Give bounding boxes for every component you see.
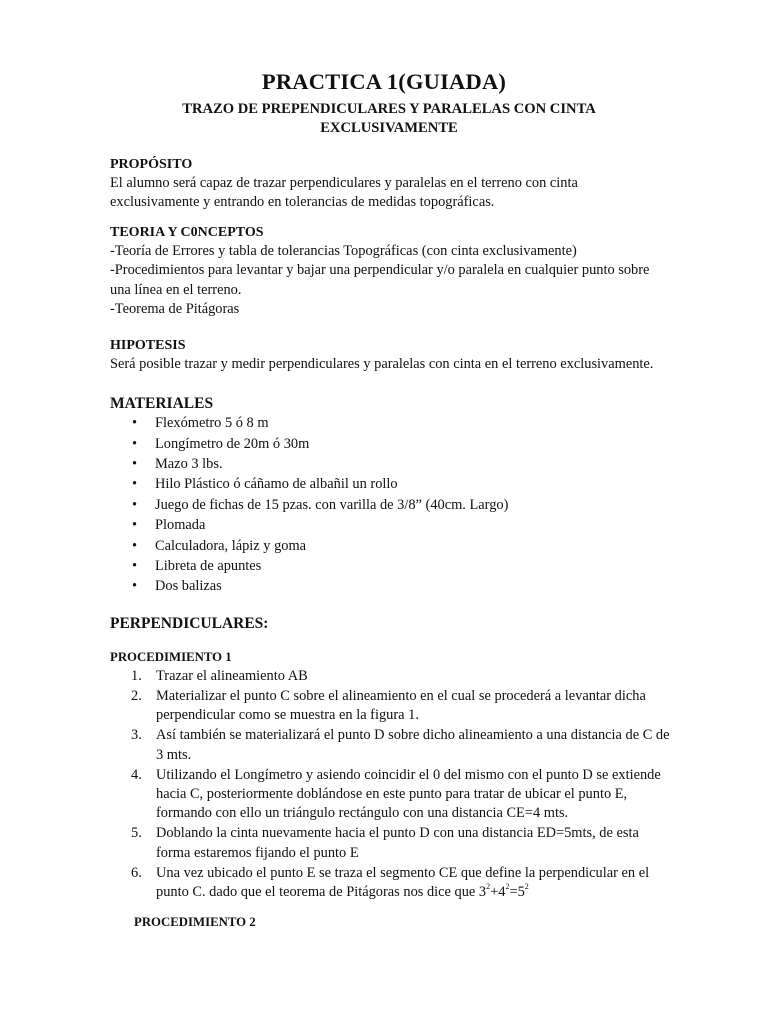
step-text: Una vez ubicado el punto E se traza el segmento CE que define la perpendicular en el punto C. dado que el teorema de Pitágoras nos dice que	[156, 864, 650, 900]
section-materiales	[110, 394, 670, 597]
list-item-text: Flexómetro 5 ó 8 m	[155, 415, 269, 432]
heading-hipotesis: HIPOTESIS	[110, 338, 186, 353]
list-item-text: Dos balizas	[155, 578, 222, 595]
heading-procedimiento-2: PROCEDIMIENTO 2	[134, 915, 256, 929]
section-proposito	[110, 155, 670, 213]
step-number: 2.	[131, 688, 142, 705]
step-number: 5.	[131, 825, 142, 842]
list-item	[110, 556, 670, 576]
materiales-list	[110, 413, 670, 597]
step-item	[110, 687, 670, 726]
teoria-line: -Teorema de Pitágoras	[110, 300, 240, 317]
step-item	[110, 667, 670, 686]
list-item	[110, 495, 670, 515]
section-procedimiento-2	[134, 913, 694, 932]
step-item	[110, 824, 670, 863]
step-number: 1.	[131, 668, 142, 685]
heading-teoria: TEORIA Y C0NCEPTOS	[110, 225, 264, 240]
step-number: 4.	[131, 766, 142, 783]
heading-proposito: PROPÓSITO	[110, 157, 193, 172]
section-perpendiculares	[110, 614, 670, 633]
teoria-line: -Teoría de Errores y tabla de tolerancias Topográficas (con cinta exclusivamente)	[110, 243, 577, 260]
list-item	[110, 454, 670, 474]
list-item-text: Juego de fichas de 15 pzas. con varilla de 3/8” (40cm. Largo)	[155, 496, 509, 513]
bullet-icon: •	[132, 435, 138, 452]
list-item-text: Hilo Plástico ó cáñamo de albañil un rollo	[155, 476, 398, 493]
list-item	[110, 434, 670, 454]
hipotesis-text: Será posible trazar y medir perpendiculares y paralelas con cinta en el terreno exclusivamente.	[110, 356, 654, 373]
list-item-text: Libreta de apuntes	[155, 558, 262, 575]
step-text: Utilizando el Longímetro y asiendo coincidir el 0 del mismo con el punto D se extiende hacia C, posteriormente doblándose en este punto para tratar de ubicar el punto E, formando con ello un triángulo rectángulo con una distancia CE=4 mts.	[156, 766, 661, 822]
heading-materiales: MATERIALES	[110, 395, 214, 412]
formula-c: 5	[517, 883, 525, 900]
formula-b: 4	[498, 883, 506, 900]
formula-exponent: 2	[486, 881, 491, 891]
bullet-icon: •	[132, 537, 138, 554]
list-item	[110, 413, 670, 433]
bullet-icon: •	[132, 476, 138, 493]
bullet-icon: •	[132, 578, 138, 595]
list-item	[110, 536, 670, 556]
step-number: 3.	[131, 727, 142, 744]
pythagoras-formula: $3^2+4^2=5^2$	[478, 881, 529, 900]
list-item-text: Calculadora, lápiz y goma	[155, 537, 307, 554]
step-text: Así también se materializará el punto D sobre dicho alineamiento a una distancia de C de 3 mts.	[156, 727, 670, 763]
formula-exponent: 2	[524, 881, 529, 891]
list-item	[110, 576, 670, 596]
bullet-icon: •	[132, 517, 138, 534]
page-subtitle: TRAZO DE PREPENDICULARES Y PARALELAS CON CINTA EXCLUSIVAMENTE	[182, 101, 596, 136]
bullet-icon: •	[132, 456, 138, 473]
step-text: Materializar el punto C sobre el alineamiento en el cual se procederá a levantar dicha perpendicular como se muestra en la figura 1.	[156, 688, 646, 724]
step-number: 6.	[131, 864, 142, 881]
list-item-text: Plomada	[155, 517, 206, 534]
section-hipotesis	[110, 336, 670, 374]
step-text: Trazar el alineamiento AB	[156, 668, 308, 685]
step-item	[110, 864, 670, 903]
page-title: PRACTICA 1(GUIADA)	[261, 69, 507, 94]
list-item-text: Longímetro de 20m ó 30m	[155, 435, 310, 452]
step-item	[110, 726, 670, 765]
bullet-icon: •	[132, 558, 138, 575]
step-text: Doblando la cinta nuevamente hacia el punto D con una distancia ED=5mts, de esta forma estaremos fijando el punto E	[156, 825, 639, 861]
step-item	[110, 766, 670, 824]
bullet-icon: •	[132, 496, 138, 513]
formula-exponent: 2	[505, 881, 510, 891]
heading-perpendiculares: PERPENDICULARES:	[110, 615, 269, 632]
procedimiento-1-steps	[110, 667, 670, 902]
section-teoria	[110, 223, 670, 319]
heading-procedimiento-1: PROCEDIMIENTO 1	[110, 650, 232, 664]
list-item-text: Mazo 3 lbs.	[155, 456, 223, 473]
formula-a: 3	[478, 883, 487, 900]
list-item	[110, 515, 670, 535]
teoria-line: -Procedimientos para levantar y bajar una perpendicular y/o paralela en cualquier punto sobre una línea en el terreno.	[110, 262, 650, 298]
section-procedimiento-1	[110, 648, 670, 903]
list-item	[110, 474, 670, 494]
proposito-text: El alumno será capaz de trazar perpendiculares y paralelas en el terreno con cinta exclusivamente y entrando en tolerancias de medidas topográficas.	[110, 175, 578, 211]
bullet-icon: •	[132, 415, 138, 432]
